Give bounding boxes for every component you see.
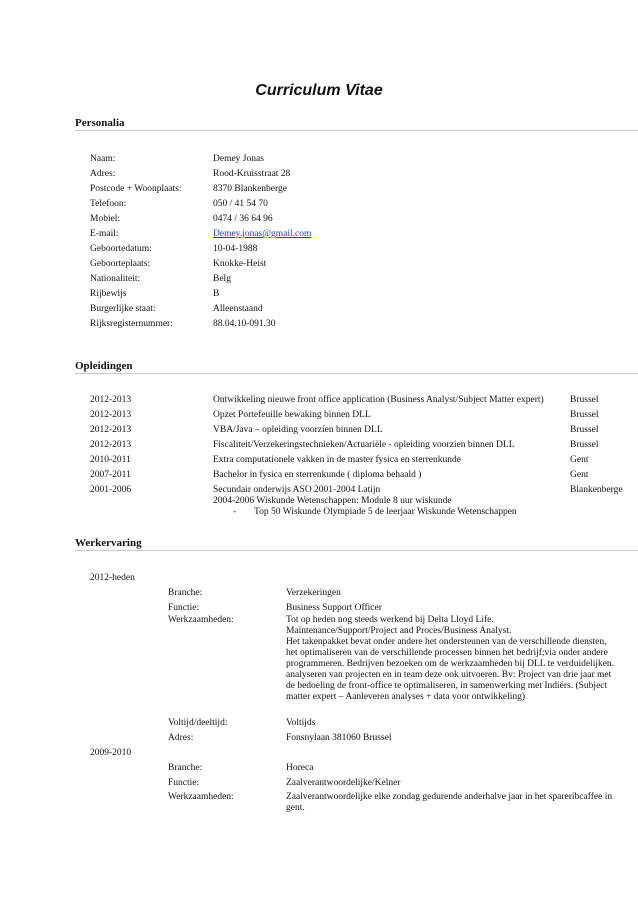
page-title: Curriculum Vitae — [255, 82, 383, 99]
job-label: Branche: — [168, 588, 203, 598]
opleiding-place: Gent — [570, 455, 589, 465]
section-divider — [75, 130, 638, 131]
personalia-label: Geboorteplaats: — [90, 259, 151, 269]
job-period: 2009-2010 — [90, 748, 132, 758]
opleiding-place: Gent — [570, 470, 589, 480]
job-description — [286, 615, 636, 703]
personalia-label: Naam: — [90, 154, 116, 164]
personalia-value: 88.04.10-091.30 — [213, 319, 276, 329]
job-description-line: analyseren van projecten en in team deze ook uitvoeren. Bv: Project van drie jaar met — [286, 670, 612, 680]
opleiding-years: 2012-2013 — [90, 425, 132, 435]
opleiding-place: Brussel — [570, 425, 599, 435]
job-value: Zaalverantwoordelijke/Kelner — [286, 778, 401, 788]
bullet-dash: - — [233, 507, 237, 517]
opleiding-desc: Opzet Portefeuille bewaking binnen DLL — [213, 410, 371, 420]
opleiding-years: 2010-2011 — [90, 455, 131, 465]
personalia-value: Rood-Kruisstraat 28 — [213, 169, 291, 179]
opleiding-desc: Fiscaliteit/Verzekeringstechnieken/Actuariële - opleiding voorzien binnen DLL — [213, 440, 515, 450]
opleiding-desc: Secundair onderwijs ASO 2001-2004 Latijn — [213, 485, 381, 495]
opleiding-place: Brussel — [570, 395, 599, 405]
job-description — [286, 792, 636, 814]
personalia-label: Telefoon: — [90, 199, 127, 209]
job-description-line: programmeren. Bedrijven bezoeken om de werkzaamheden bij DLL te verduidelijken. — [286, 659, 615, 669]
job-label: Voltijd/deeltijd: — [168, 718, 228, 728]
job-description-line: het optimaliseren van de verschillende processen binnen het bedrijf;via onder andere — [286, 648, 608, 658]
opleiding-place: Blankenberge — [570, 485, 623, 495]
personalia-label: Burgerlijke staat: — [90, 304, 156, 314]
job-label: Werkzaamheden: — [168, 615, 234, 625]
opleiding-place: Brussel — [570, 410, 599, 420]
personalia-value: 10-04-1988 — [213, 244, 258, 254]
personalia-label: Rijbewijs — [90, 289, 127, 299]
section-heading-werkervaring: Werkervaring — [75, 537, 142, 549]
personalia-label: Postcode + Woonplaats: — [90, 184, 182, 194]
opleiding-desc: Ontwikkeling nieuwe front office application (Business Analyst/Subject Matter expert) — [213, 395, 544, 405]
personalia-label: Mobiel: — [90, 214, 121, 224]
personalia-label: Geboortedatum: — [90, 244, 152, 254]
opleiding-desc: Extra computationele vakken in de master fysica en sterrenkunde — [213, 455, 461, 465]
personalia-value: 8370 Blankenberge — [213, 184, 287, 194]
job-value: Verzekeringen — [286, 588, 341, 598]
job-label: Werkzaamheden: — [168, 792, 234, 802]
section-heading-opleidingen: Opleidingen — [75, 360, 133, 372]
personalia-value: B — [213, 289, 220, 299]
opleiding-desc: Bachelor in fysica en sterrenkunde ( diploma behaald ) — [213, 470, 422, 480]
job-description-line: Maintenance/Support/Project and Proces/Business Analyst. — [286, 626, 512, 636]
bullet-text: Top 50 Wiskunde Olympiade 5 de leerjaar Wiskunde Wetenschappen — [254, 507, 517, 517]
job-label: Functie: — [168, 603, 200, 613]
personalia-value: Knokke-Heist — [213, 259, 267, 269]
opleiding-years: 2007-2011 — [90, 470, 131, 480]
personalia-label: Nationaliteit: — [90, 274, 141, 284]
job-label: Functie: — [168, 778, 200, 788]
opleiding-desc: VBA/Java – opleiding voorzien binnen DLL — [213, 425, 383, 435]
personalia-value: 0474 / 36 64 96 — [213, 214, 273, 224]
section-divider — [75, 550, 638, 551]
opleiding-years: 2012-2013 — [90, 410, 132, 420]
section-heading-personalia: Personalia — [75, 117, 125, 129]
job-description-line: Tot op heden nog steeds werkend bij Delta Lloyd Life. — [286, 615, 494, 625]
job-description-line: de bedoeling de front-office te optimaliseren, in samenwerking met Indiërs. (Subject — [286, 681, 608, 691]
personalia-value: 050 / 41 54 70 — [213, 199, 268, 209]
personalia-label: Rijksregisternummer: — [90, 319, 173, 329]
job-label: Branche: — [168, 763, 203, 773]
job-description-line: matter expert – Aanleveren analyses + data voor ontwikkeling) — [286, 692, 526, 702]
opleiding-extra-line: 2004-2006 Wiskunde Wetenschappen: Module 8 uur wiskunde — [213, 496, 452, 506]
section-divider — [75, 373, 638, 374]
job-value: Horeca — [286, 763, 314, 773]
job-description-line: Zaalverantwoordelijke elke zondag gedurende anderhalve jaar in het spareribcaffee in — [286, 792, 613, 802]
personalia-value: Belg — [213, 274, 231, 284]
personalia-value: Alleenstaand — [213, 304, 263, 314]
opleiding-years: 2001-2006 — [90, 485, 132, 495]
job-value: Voltijds — [286, 718, 316, 728]
personalia-value: Demey Jonas — [213, 154, 264, 164]
email-link[interactable]: Demey.jonas@gmail.com — [213, 229, 312, 239]
personalia-label: Adres: — [90, 169, 116, 179]
job-description-line: gent. — [286, 803, 305, 813]
job-description-line: Het takenpakket bevat onder andere het ondersteunen van de verschillende diensten, — [286, 637, 607, 647]
opleiding-place: Brussel — [570, 440, 599, 450]
job-period: 2012-heden — [90, 573, 135, 583]
job-value: Fonsnylaan 381060 Brussel — [286, 733, 392, 743]
job-label: Adres: — [168, 733, 194, 743]
opleiding-years: 2012-2013 — [90, 440, 132, 450]
opleiding-years: 2012-2013 — [90, 395, 132, 405]
job-value: Business Support Officer — [286, 603, 382, 613]
personalia-label: E-mail: — [90, 229, 119, 239]
